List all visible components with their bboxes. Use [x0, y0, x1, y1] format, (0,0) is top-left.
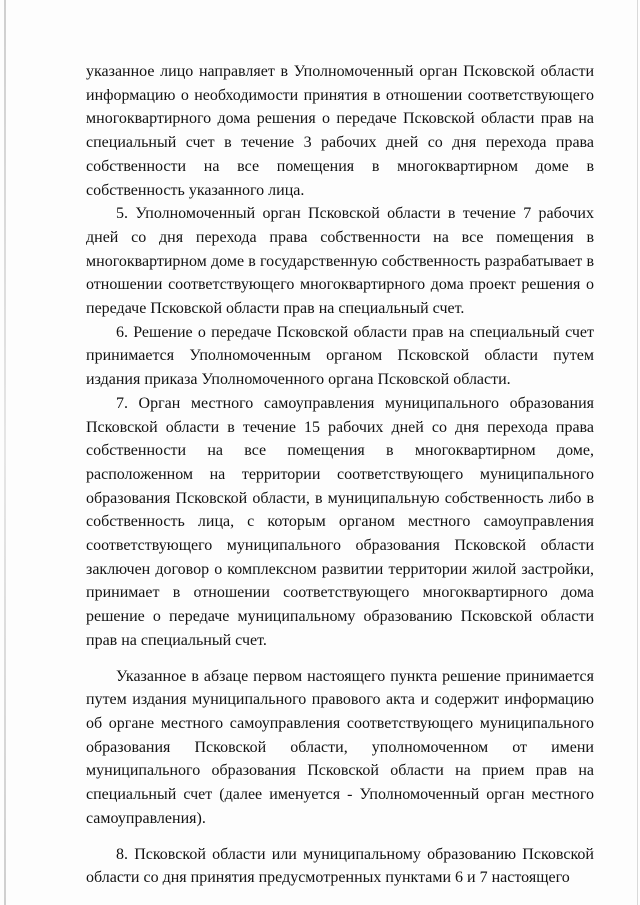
paragraph-continuation: указанное лицо направляет в Уполномоченный орган Псковской области информацию о необходимости принятия в отношении соответствующего многоквартирного дома решения о передаче Псковской области прав на специальный счет в течение 3 рабочих дней со дня перехода права собственности на все помещения в многоквартирном доме в собственность указанного лица. — [86, 63, 594, 199]
paragraph-item-8: 8. Псковской области или муниципальному образованию Псковской области со дня принятия предусмотренных пунктами 6 и 7 настоящего — [86, 845, 594, 887]
paragraph-item-5: 5. Уполномоченный орган Псковской области в течение 7 рабочих дней со дня перехода права собственности на все помещения в многоквартирном доме в государственную собственность разрабатывает в отношении соответствующего многоквартирного дома проект решения о передаче Псковской области прав на специальный счет. — [86, 205, 594, 318]
paragraph-item-7-note: Указанное в абзаце первом настоящего пункта решение принимается путем издания муниципального правового акта и содержит информацию об органе местного самоуправления соответствующего муниципального образования Псковской области, уполномоченном от имени муниципального образования Псковской области на прием прав на специальный счет (далее именуется - Уполномоченный орган местного самоуправления). — [86, 667, 594, 827]
paragraph-item-6: 6. Решение о передаче Псковской области прав на специальный счет принимается Уполномоченным органом Псковской области путем издания приказа Уполномоченного органа Псковской области. — [86, 323, 594, 389]
document-body — [86, 60, 594, 890]
paragraph-item-7: 7. Орган местного самоуправления муниципального образования Псковской области в течение 15 рабочих дней со дня перехода права собственности на все помещения в многоквартирном доме, расположенном на территории соответствующего муниципального образования Псковской области, в муниципальную собственность либо в собственность лица, с которым органом местного самоуправления соответствующего муниципального образования Псковской области заключен договор о комплексном развитии территории жилой застройки, принимает в отношении соответствующего многоквартирного дома решение о передаче муниципальному образованию Псковской области прав на специальный счет. — [86, 394, 594, 649]
scan-edge-right — [637, 0, 638, 905]
scan-edge-left — [4, 0, 6, 905]
